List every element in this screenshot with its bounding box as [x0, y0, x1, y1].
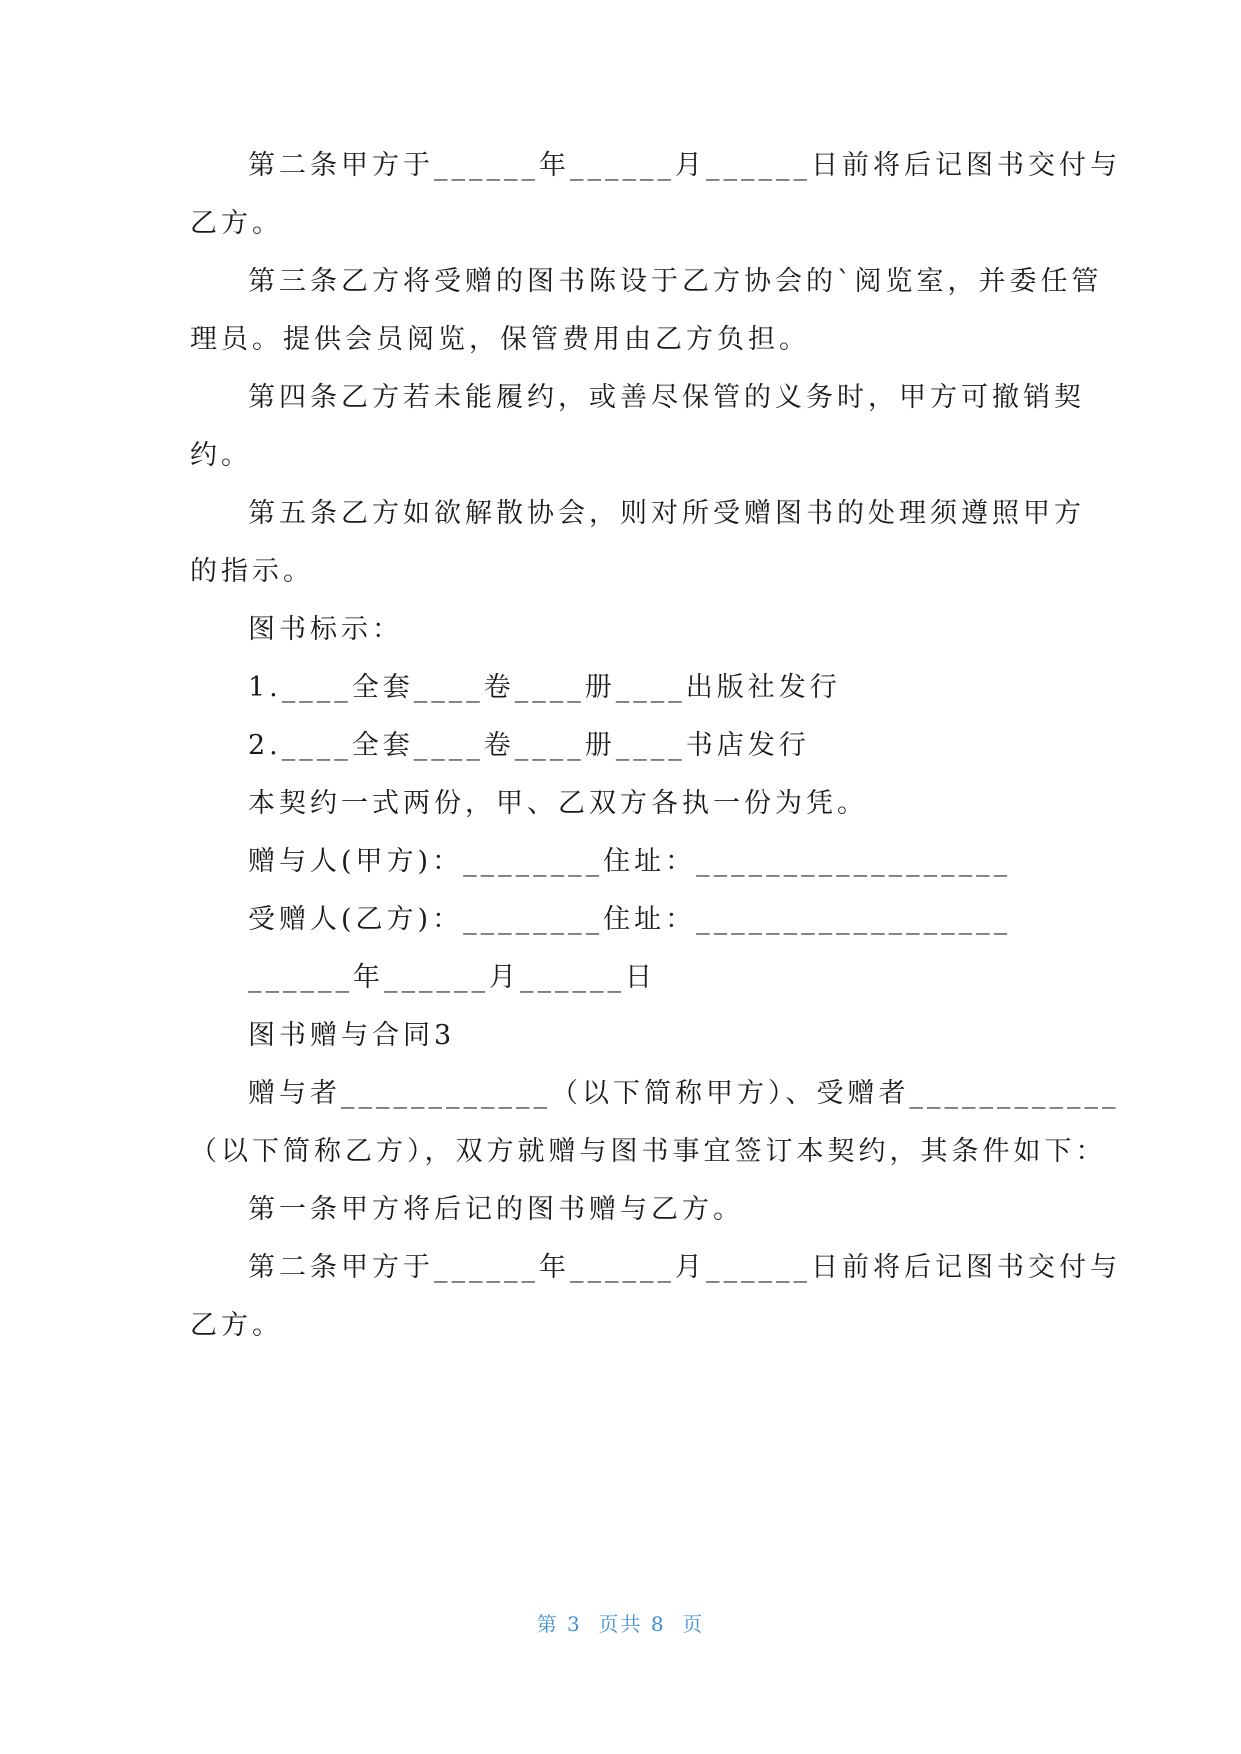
paragraph-line: 本契约一式两份，甲、乙双方各执一份为凭。 [248, 788, 868, 819]
contract-title: 图书赠与合同3 [248, 1020, 456, 1051]
list-item: 2.____全套____卷____册____书店发行 [248, 730, 810, 761]
signature-line-recipient: 受赠人(乙方)：________住址：__________________ [248, 904, 1012, 935]
paragraph-line: 第一条甲方将后记的图书赠与乙方。 [248, 1194, 744, 1225]
paragraph-line: （以下简称乙方），双方就赠与图书事宜签订本契约，其条件如下： [190, 1136, 1107, 1167]
signature-line-donor: 赠与人(甲方)：________住址：__________________ [248, 846, 1012, 877]
date-line: ______年______月______日 [248, 962, 656, 993]
paragraph-line: 乙方。 [190, 1310, 283, 1341]
paragraph-line: 理员。提供会员阅览，保管费用由乙方负担。 [190, 324, 810, 355]
section-heading: 图书标示： [248, 614, 403, 645]
paragraph-line: 第二条甲方于______年______月______日前将后记图书交付与 [248, 1252, 1121, 1283]
list-item: 1.____全套____卷____册____出版社发行 [248, 672, 841, 703]
paragraph-line: 赠与者____________（以下简称甲方）、受赠者____________ [248, 1078, 1120, 1109]
paragraph-line: 乙方。 [190, 208, 283, 239]
paragraph-line: 约。 [190, 440, 252, 471]
page-number-footer: 第 3 页共 8 页 [536, 1612, 705, 1636]
paragraph-line: 第三条乙方将受赠的图书陈设于乙方协会的`阅览室，并委任管 [248, 266, 1103, 297]
paragraph-line: 的指示。 [190, 556, 314, 587]
paragraph-line: 第二条甲方于______年______月______日前将后记图书交付与 [248, 150, 1121, 181]
paragraph-line: 第四条乙方若未能履约，或善尽保管的义务时，甲方可撤销契 [248, 382, 1085, 413]
paragraph-line: 第五条乙方如欲解散协会，则对所受赠图书的处理须遵照甲方 [248, 498, 1085, 529]
